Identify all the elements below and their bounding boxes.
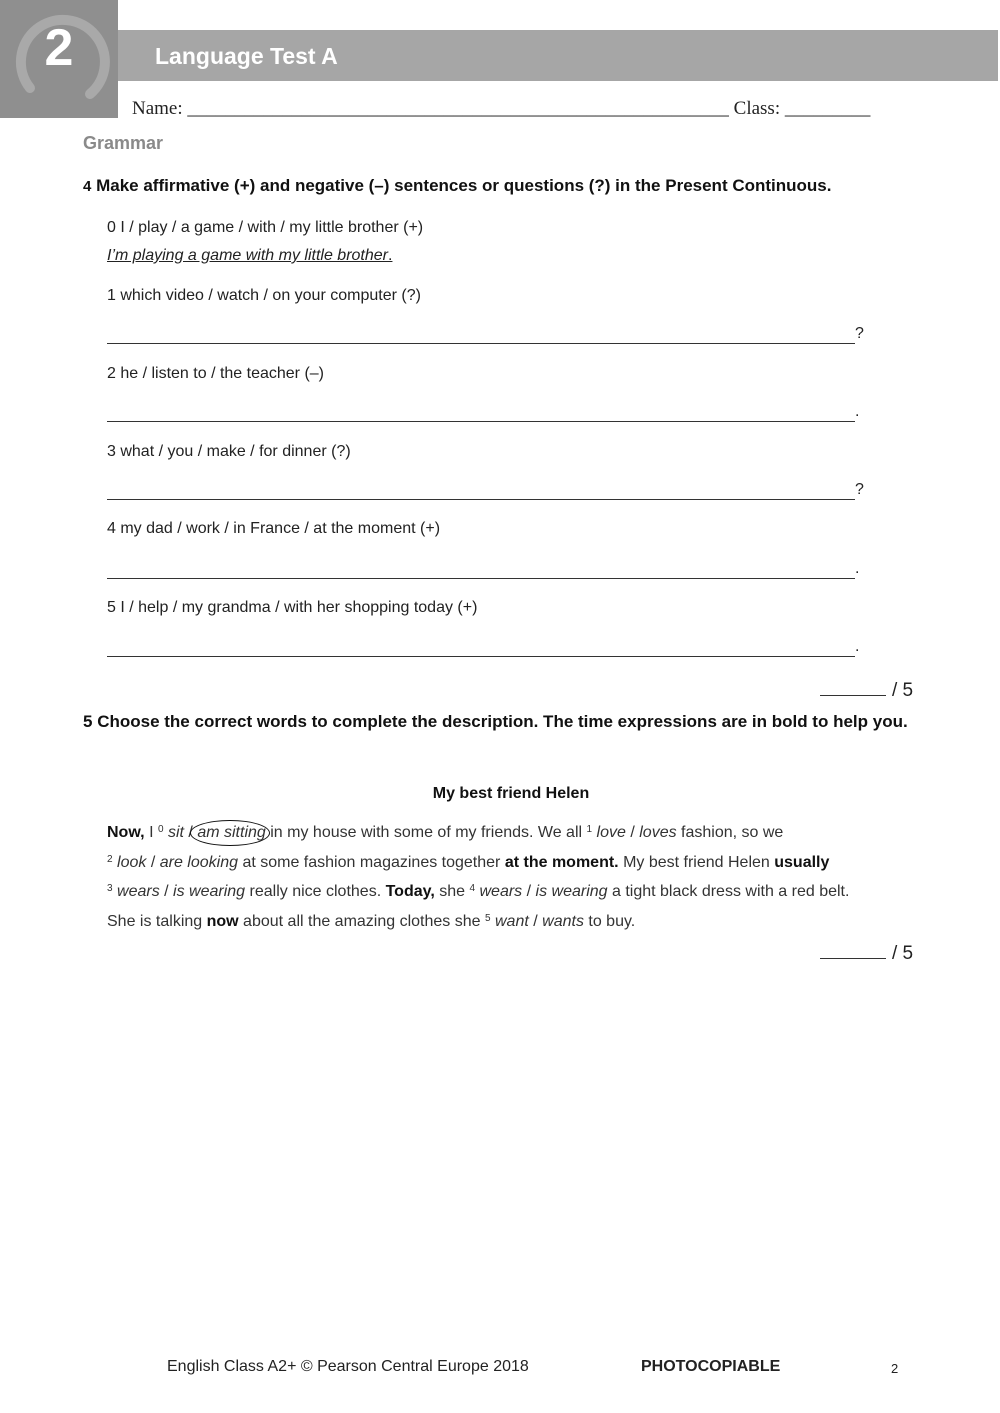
- task-4-item-4-answer[interactable]: [107, 578, 855, 579]
- story-text: Now, I $^0$ sit / am sitting in my house with some of my friends. We all $^1$ love / loves fashion, so we $^2$ look / are looking at some fashion magazines together at the moment. My best friend Helen usually $^3$ wears / is wearing really nice clothes. Today, she $^4$ wears / is wearing a tight black dress with a red belt. She is talking now about all the amazing clothes she $^5$ want / wants to buy.: [107, 824, 850, 930]
- example-answer: I’m playing a game with my little brother.: [107, 247, 393, 264]
- choice-4b[interactable]: is wearing: [535, 883, 608, 900]
- task-4-item-4-prompt: 4 my dad / work / in France / at the moment (+): [107, 520, 441, 537]
- choice-5a[interactable]: want: [495, 912, 529, 930]
- task-4-item-3-prompt: 3 what / you / make / for dinner (?): [107, 443, 351, 460]
- choice-2b[interactable]: are looking: [159, 853, 238, 871]
- task-5-score: / 5: [820, 940, 913, 965]
- class-label: Class:: [733, 98, 781, 119]
- choice-2a[interactable]: look: [117, 853, 147, 871]
- task-4-item-2-answer[interactable]: [107, 421, 855, 422]
- task-4-instruction: [83, 170, 913, 203]
- name-class-line: [132, 98, 870, 120]
- task-4-item-3-answer[interactable]: [107, 499, 855, 500]
- task-5-text: Choose the correct words to complete the description. The time expressions are in bold to help you.: [97, 712, 908, 731]
- choice-1a[interactable]: love: [596, 824, 626, 841]
- section-heading: Grammar: [83, 133, 164, 153]
- task-5-instruction: [83, 706, 913, 738]
- unit-number: 2: [44, 19, 74, 77]
- page-title: Language Test A: [155, 43, 338, 69]
- task-5-number: 5: [83, 712, 93, 731]
- task-4-item-3-end: ?: [855, 481, 864, 498]
- choice-1b[interactable]: loves: [639, 824, 677, 841]
- task-4-item-1-end: ?: [855, 325, 864, 342]
- task-4-text: Make affirmative (+) and negative (–) sentences or questions (?) in the Present Continuous.: [96, 176, 832, 195]
- task-4-item-5-answer[interactable]: [107, 656, 855, 657]
- task-4-item-5-prompt: 5 I / help / my grandma / with her shopping today (+): [107, 599, 478, 616]
- unit-badge: [0, 0, 118, 118]
- footer-page-number: 2: [891, 1361, 899, 1376]
- choice-3b[interactable]: is wearing: [173, 883, 246, 900]
- class-field[interactable]: _________: [784, 98, 871, 119]
- choice-5b[interactable]: wants: [542, 912, 584, 930]
- example-prompt: 0 I / play / a game / with / my little brother (+): [107, 219, 424, 236]
- task-4-item-2-prompt: 2 he / listen to / the teacher (–): [107, 365, 325, 382]
- task-4-item-1-prompt: 1 which video / watch / on your computer (?): [107, 287, 421, 304]
- example-circled-choice[interactable]: am sitting: [197, 824, 266, 841]
- footer-copyright: English Class A2+ © Pearson Central Europe 2018: [167, 1358, 529, 1375]
- name-label: Name:: [132, 98, 183, 119]
- task-4-item-5-end: .: [855, 638, 860, 655]
- task-4-item-1-answer[interactable]: [107, 343, 855, 344]
- task-4-score-field[interactable]: [820, 677, 886, 696]
- task-4-item-2-end: .: [855, 403, 860, 420]
- task-4-score: / 5: [820, 677, 913, 702]
- task-4-item-4-end: .: [855, 560, 860, 577]
- task-5-score-field[interactable]: [820, 940, 886, 959]
- choice-4a[interactable]: wears: [479, 883, 523, 900]
- footer-photocopiable: PHOTOCOPIABLE: [641, 1358, 781, 1375]
- task-4-number: 4: [83, 178, 92, 195]
- name-field[interactable]: _________________________________________________________: [187, 98, 729, 119]
- choice-3a[interactable]: wears: [117, 883, 160, 900]
- story-title: My best friend Helen: [432, 785, 590, 802]
